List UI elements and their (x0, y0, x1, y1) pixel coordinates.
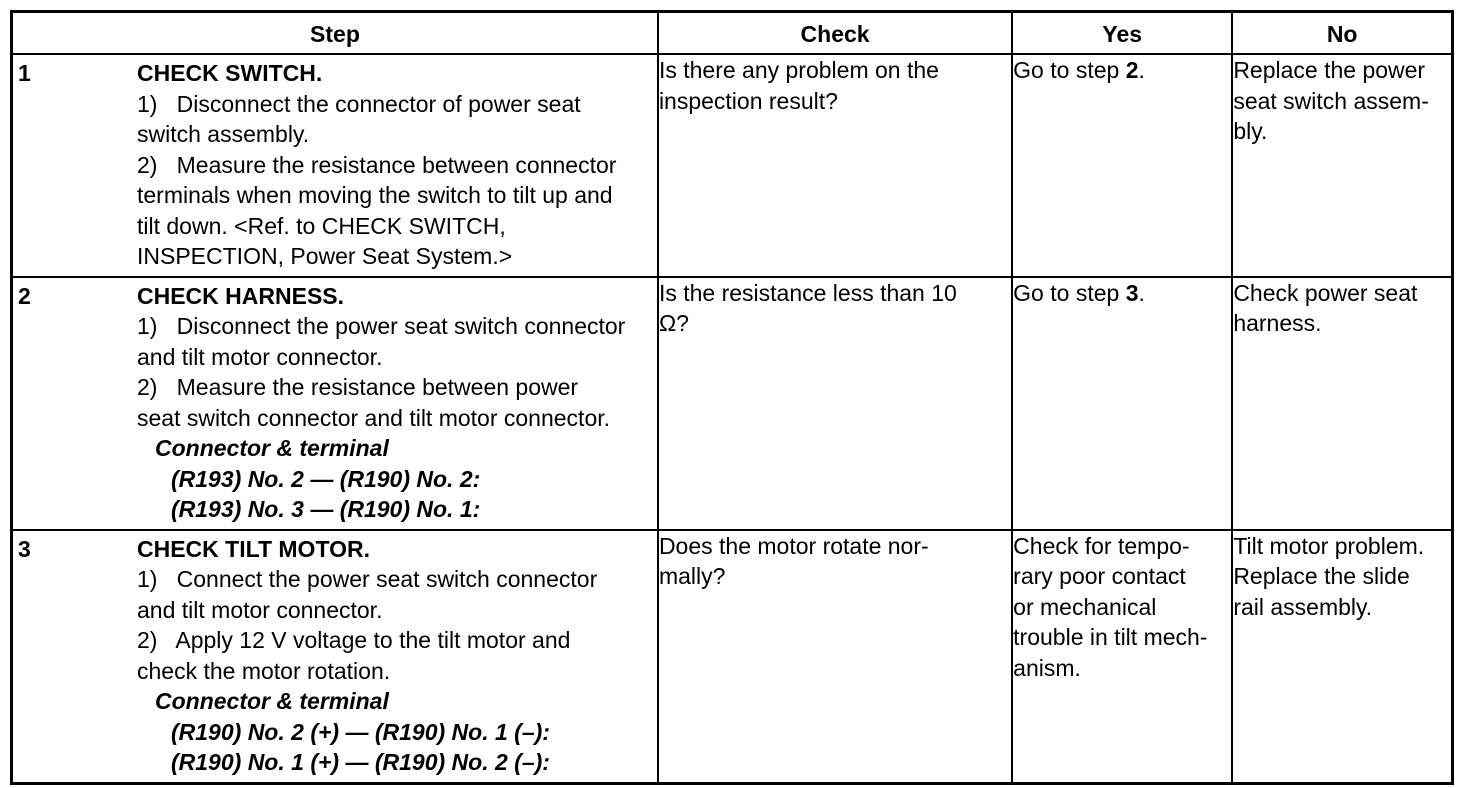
no-line: harness. (1233, 310, 1322, 336)
yes-line: anism. (1013, 654, 1081, 681)
connector-terminal-line: (R190) No. 2 (+) — (R190) No. 1 (–): (171, 718, 550, 745)
yes-suffix: . (1138, 57, 1145, 83)
no-line: Tilt motor problem. (1233, 532, 1425, 559)
no-line: Replace the slide (1233, 563, 1410, 589)
yes-suffix: . (1138, 279, 1145, 306)
no-line: Check power seat (1233, 279, 1418, 306)
table-row (12, 530, 1453, 784)
check-line: mally? (658, 563, 726, 589)
check-line: Does the motor rotate nor- (658, 532, 929, 559)
no-line: bly. (1233, 118, 1268, 144)
connector-terminal-line: (R190) No. 1 (+) — (R190) No. 2 (–): (171, 749, 550, 775)
step-body (13, 55, 657, 276)
step-title: CHECK TILT MOTOR. (137, 535, 370, 562)
check-cell (658, 277, 1012, 530)
step-instruction-line: and tilt motor connector. (137, 343, 383, 370)
step-number: 1 (18, 60, 31, 86)
check-line: Is there any problem on the (658, 57, 939, 83)
yes-line (1013, 278, 1231, 309)
header-check: Check (658, 12, 1012, 55)
yes-prefix: Go to step (1013, 57, 1126, 83)
connector-terminal-line: (R193) No. 2 — (R190) No. 2: (171, 465, 481, 492)
step-number: 3 (18, 535, 31, 562)
step-instruction-line: 1) Connect the power seat switch connector (137, 566, 598, 592)
no-cell (1232, 530, 1452, 784)
step-number: 2 (18, 282, 31, 309)
step-cell (12, 54, 658, 277)
no-line: seat switch assem- (1233, 87, 1429, 114)
step-instruction-line: and tilt motor connector. (137, 596, 383, 623)
no-line: rail assembly. (1233, 593, 1373, 620)
yes-line: rary poor contact (1013, 563, 1186, 589)
no-cell (1232, 54, 1452, 277)
yes-cell (1012, 530, 1232, 784)
connector-terminal-heading: Connector & terminal (155, 435, 389, 461)
no-cell (1232, 277, 1452, 530)
header-no: No (1232, 12, 1452, 55)
step-instruction-line: seat switch connector and tilt motor connector. (137, 404, 611, 431)
header-yes: Yes (1012, 12, 1232, 55)
yes-cell (1012, 277, 1232, 530)
connector-terminal-line: (R193) No. 3 — (R190) No. 1: (171, 496, 481, 522)
header-step: Step (12, 12, 658, 55)
step-instruction-line: INSPECTION, Power Seat System.> (137, 243, 513, 269)
yes-line: trouble in tilt mech- (1013, 624, 1208, 650)
step-instruction-line: 2) Measure the resistance between power (137, 374, 579, 400)
table-row (12, 277, 1453, 530)
yes-prefix: Go to step (1013, 279, 1126, 306)
step-title: CHECK SWITCH. (137, 60, 323, 86)
check-line: Ω? (658, 310, 689, 336)
no-line: Replace the power (1233, 57, 1426, 83)
step-title: CHECK HARNESS. (137, 282, 345, 309)
connector-terminal-heading: Connector & terminal (155, 688, 389, 714)
diagnostic-procedure-table (10, 10, 1454, 785)
table-row (12, 54, 1453, 277)
check-cell (658, 54, 1012, 277)
step-body (13, 278, 657, 529)
step-body (13, 531, 657, 782)
check-line: Is the resistance less than 10 (658, 279, 957, 306)
yes-line: or mechanical (1013, 593, 1157, 620)
step-instruction-line: switch assembly. (137, 121, 310, 147)
step-instruction-line: 1) Disconnect the connector of power seat (137, 90, 581, 117)
step-instruction-line: check the motor rotation. (137, 657, 391, 684)
step-instruction-line: 2) Apply 12 V voltage to the tilt motor and (137, 627, 571, 653)
step-instruction-line: 1) Disconnect the power seat switch connector (137, 313, 626, 339)
step-instruction-line: terminals when moving the switch to tilt up and (137, 182, 613, 208)
yes-line (1013, 55, 1231, 86)
check-cell (658, 530, 1012, 784)
step-instruction-line: 2) Measure the resistance between connector (137, 151, 617, 178)
yes-step-ref: 2 (1125, 57, 1139, 83)
yes-step-ref: 3 (1125, 279, 1139, 306)
check-line: inspection result? (658, 87, 838, 114)
yes-line: Check for tempo- (1013, 532, 1190, 559)
step-cell (12, 277, 658, 530)
step-instruction-line: tilt down. <Ref. to CHECK SWITCH, (137, 212, 506, 239)
yes-cell (1012, 54, 1232, 277)
header-row (12, 12, 1453, 55)
step-cell (12, 530, 658, 784)
